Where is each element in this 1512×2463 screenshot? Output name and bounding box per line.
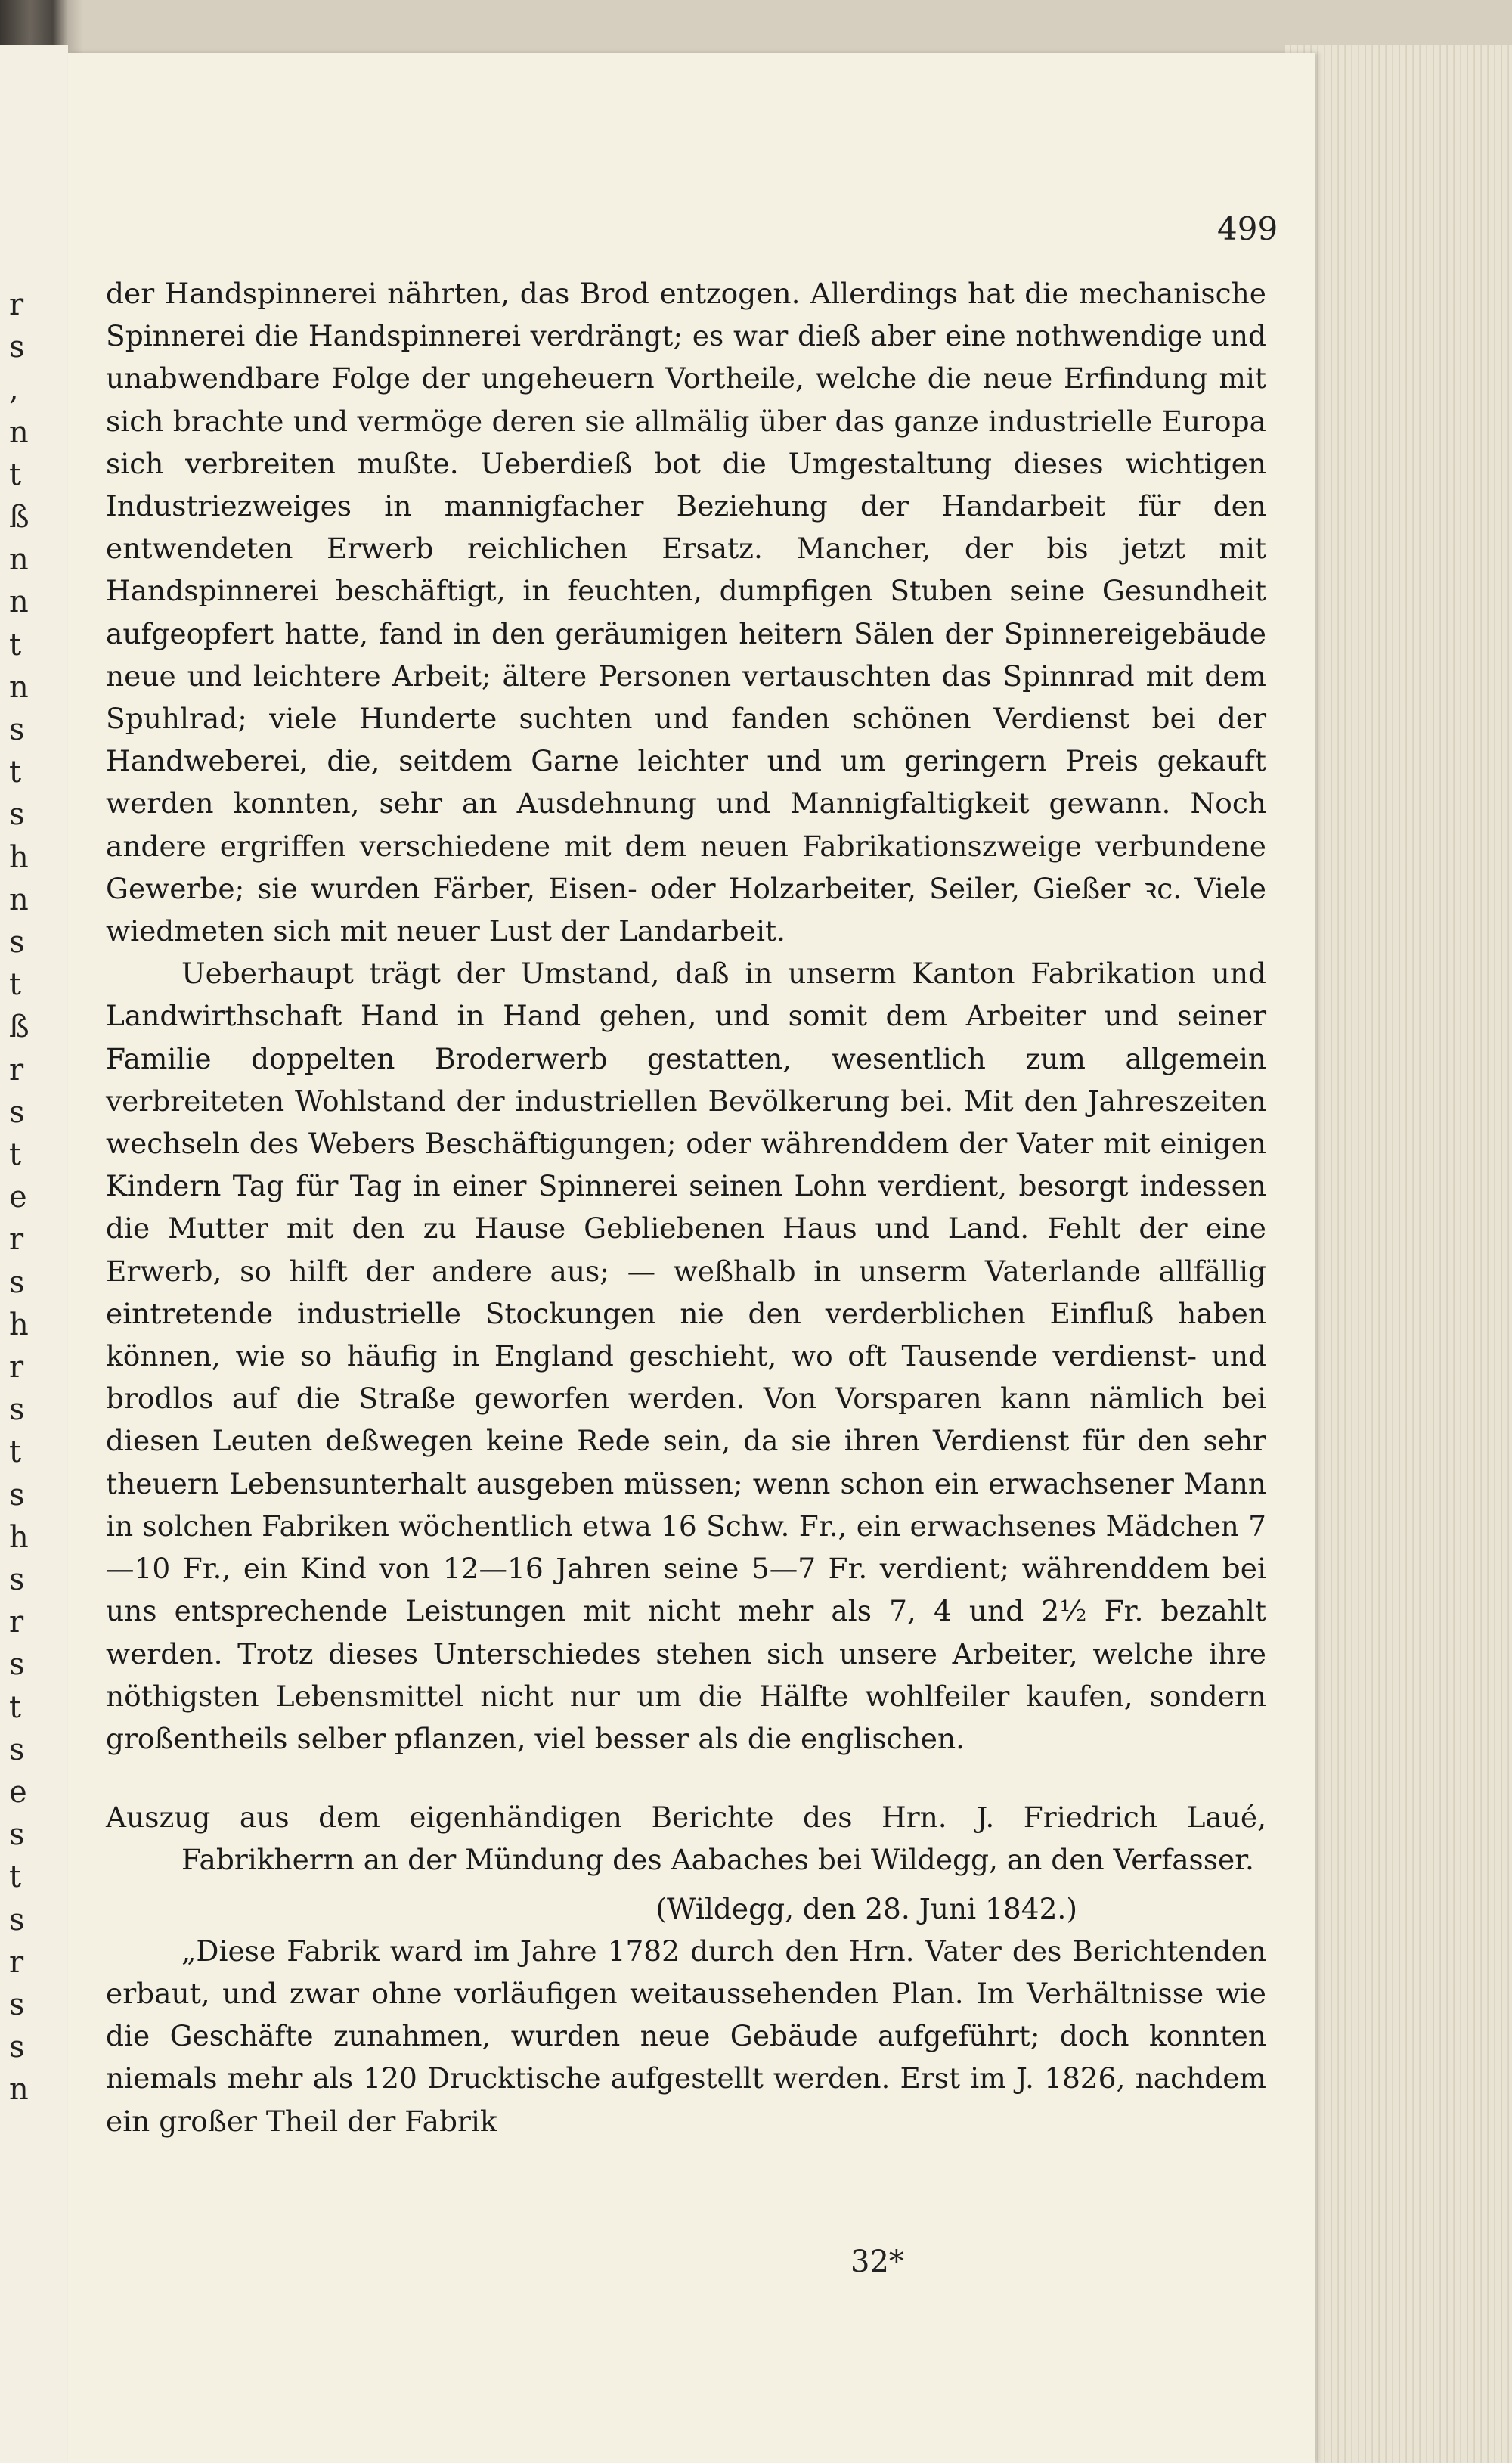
page-edges — [1285, 45, 1512, 2463]
facing-page-letter: r — [9, 1052, 24, 1087]
facing-page-letter: t — [9, 1435, 22, 1470]
facing-page-letter: n — [9, 2072, 29, 2108]
facing-page-letter: s — [9, 1477, 25, 1512]
facing-page-letter: s — [9, 330, 25, 365]
facing-page-letter: s — [9, 1732, 25, 1767]
facing-page-letter: n — [9, 585, 29, 620]
signature-mark: 32* — [850, 2244, 904, 2279]
facing-page-letter: , — [9, 372, 19, 408]
facing-page-letter: s — [9, 1392, 25, 1428]
facing-page-letter: h — [9, 1519, 29, 1555]
facing-page-letter: ß — [9, 1010, 29, 1045]
facing-page-letter: e — [9, 1180, 27, 1215]
facing-page-letter: s — [9, 1264, 25, 1300]
facing-page-letter: ß — [9, 500, 29, 535]
facing-page-letter: t — [9, 457, 22, 492]
paragraph-1: der Handspinnerei nährten, das Brod entzogen. Allerdings hat die mechanische Spinnerei die Handspinnerei verdrängt; es war dieß aber eine nothwendige und unabwendbare Folge der ungeheuern Vortheile, welche die neue Erfindung mit sich brachte und vermöge deren sie allmälig über das ganze industrielle Europa sich verbreiten mußte. Ueberdieß bot die Umgestaltung dieses wichtigen Industriezweiges in mannigfacher Beziehung der Handarbeit für den entwendeten Erwerb reichlichen Ersatz. Mancher, der bis jetzt mit Handspinnerei beschäftigt, in feuchten, dumpfigen Stuben seine Gesundheit aufgeopfert hatte, fand in den geräumigen heitern Sälen der Spinnereigebäude neue und leichtere Arbeit; ältere Personen vertauschten das Spinnrad mit dem Spuhlrad; viele Hunderte suchten und fanden schönen Verdienst bei der Handweberei, die, seitdem Garne leichter und um geringern Preis gekauft werden konnten, sehr an Ausdehnung und Mannigfaltigkeit gewann. Noch andere ergriffen verschiedene mit dem neuen Fabrikationszweige verbundene Gewerbe; sie wurden Färber, Eisen- oder Holzarbeiter, Seiler, Gießer ꝛc. Viele wiedmeten sich mit neuer Lust der Landarbeit. — [106, 277, 1266, 948]
facing-page-edge — [0, 45, 68, 2463]
facing-page-letter: h — [9, 839, 29, 875]
facing-page-letter: n — [9, 542, 29, 578]
book-page — [68, 53, 1315, 2463]
facing-page-letter: s — [9, 925, 25, 960]
facing-page-letter: t — [9, 627, 22, 662]
page-text — [106, 272, 1266, 2142]
facing-page-letter: s — [9, 797, 25, 833]
facing-page-letter: s — [9, 1987, 25, 2022]
facing-page-letter: t — [9, 1137, 22, 1172]
facing-page-letter: r — [9, 1944, 24, 1980]
facing-page-letter: t — [9, 1689, 22, 1725]
facing-page-letter: s — [9, 1094, 25, 1130]
facing-page-letter: s — [9, 2030, 25, 2065]
facing-page-letter: s — [9, 712, 25, 747]
facing-page-letter: e — [9, 1775, 27, 1810]
dateline: (Wildegg, den 28. Juni 1842.) — [655, 1891, 1077, 1925]
facing-page-letter: h — [9, 1307, 29, 1342]
facing-page-letter: r — [9, 1605, 24, 1640]
page-number: 499 — [1217, 210, 1278, 247]
facing-page-letter: n — [9, 669, 29, 705]
facing-page-letter: t — [9, 755, 22, 790]
facing-page-letter: n — [9, 882, 29, 917]
facing-page-letter: r — [9, 287, 24, 322]
facing-page-letter: s — [9, 1902, 25, 1937]
facing-page-letter: s — [9, 1647, 25, 1683]
facing-page-letter: t — [9, 1860, 22, 1895]
facing-page-letter: s — [9, 1817, 25, 1853]
paragraph-2: Ueberhaupt trägt der Umstand, daß in unserm Kanton Fabrikation und Landwirthschaft Hand in Hand gehen, und somit dem Arbeiter und seiner Familie doppelten Broderwerb gestatten, wesentlich zum allgemein verbreiteten Wohlstand der industriellen Bevölkerung bei. Mit den Jahreszeiten wechseln des Webers Beschäftigungen; oder währenddem der Vater mit einigen Kindern Tag für Tag in einer Spinnerei seinen Lohn verdient, besorgt indessen die Mutter mit den zu Hause Gebliebenen Haus und Land. Fehlt der eine Erwerb, so hilft der andere aus; — weßhalb in unserm Vaterlande allfällig eintretende industrielle Stockungen nie den verderblichen Einfluß haben können, wie so häufig in England geschieht, wo oft Tausende verdienst- und brodlos auf die Straße geworfen werden. Von Vorsparen kann nämlich bei diesen Leuten deßwegen keine Rede sein, da sie ihren Verdienst für den sehr theuern Lebensunterhalt ausgeben müssen; wenn schon ein erwachsener Mann in solchen Fabriken wöchentlich etwa 16 Schw. Fr., ein erwachsenes Mädchen 7—10 Fr., ein Kind von 12—16 Jahren seine 5—7 Fr. verdient; währenddem bei uns entsprechende Leistungen mit nicht mehr als 7, 4 und 2½ Fr. bezahlt werden. Trotz dieses Unterschiedes stehen sich unsere Arbeiter, welche ihre nöthigsten Lebensmittel nicht nur um die Hälfte wohlfeiler kaufen, sondern großentheils selber pflanzen, viel besser als die englischen. — [106, 957, 1266, 1755]
facing-page-letter: n — [9, 414, 29, 450]
section-heading: Auszug aus dem eigenhändigen Berichte des Hrn. J. Friedrich Laué, Fabrikherrn an der Mündung des Aabaches bei Wildegg, an den Verfasser. — [106, 1801, 1266, 1877]
quoted-report: „Diese Fabrik ward im Jahre 1782 durch den Hrn. Vater des Berichtenden erbaut, und zwar ohne vorläufigen weitaussehenden Plan. Im Verhältnisse wie die Geschäfte zunahmen, wurden neue Gebäude aufgeführt; doch konnten niemals mehr als 120 Drucktische aufgestellt werden. Erst im J. 1826, nachdem ein großer Theil der Fabrik — [106, 1934, 1266, 2138]
facing-page-letter: r — [9, 1350, 24, 1385]
facing-page-letter: r — [9, 1222, 24, 1258]
facing-page-letter: t — [9, 967, 22, 1003]
facing-page-letter: s — [9, 1562, 25, 1597]
